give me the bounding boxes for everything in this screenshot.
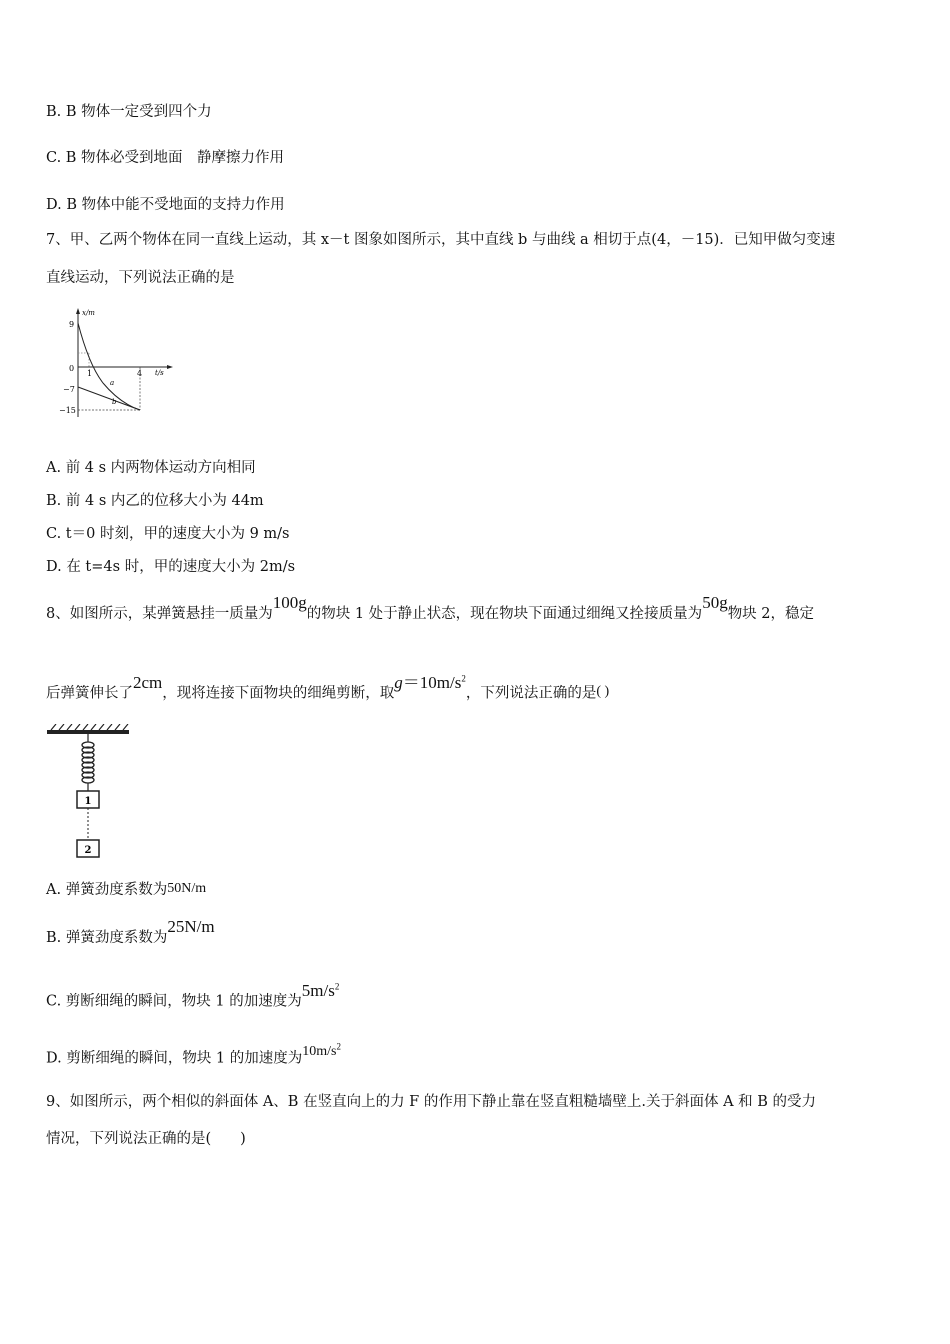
q8-g-number: ＝10m/s (402, 672, 462, 692)
q8-option-c-value: 5m/s (301, 980, 335, 1000)
q8-option-c-exponent: 2 (334, 981, 340, 991)
q8-stem-line2 (46, 672, 610, 705)
q8-option-d-value: 10m/s (302, 1043, 337, 1059)
x-tick-4: 4 (137, 369, 143, 378)
q8-answer-paren: ( ) (596, 683, 610, 699)
ceiling (47, 730, 129, 734)
y-tick-9: 9 (69, 320, 75, 329)
line-b-label: b (112, 398, 117, 406)
block-2-label: 2 (84, 845, 92, 856)
q7-stem-line2: 直线运动，下列说法正确的是 (46, 270, 235, 286)
q8-mass1: 100g (272, 593, 307, 612)
x-axis-label: t/s (155, 369, 164, 377)
q8-g-value (394, 673, 466, 692)
q9-stem-line2: 情况，下列说法正确的是( ) (46, 1131, 246, 1147)
q8-stem-line1 (46, 593, 815, 624)
q8-option-a-text: A. 弹簧劲度系数为 (46, 882, 168, 898)
q8-option-c-text: C. 剪断细绳的瞬间，物块 1 的加速度为 (46, 993, 302, 1010)
q9-stem-line1: 9、如图所示，两个相似的斜面体 A、B 在竖直向上的力 F 的作用下静止靠在竖直粗糙墙壁上.关于斜面体 A 和 B 的受力 (46, 1094, 817, 1110)
q8-extension: 2cm (133, 672, 163, 692)
q8-option-d-text: D. 剪断细绳的瞬间，物块 1 的加速度为 (46, 1050, 303, 1067)
q8-text-1b: 的物块 1 处于静止状态，现在物块下面通过细绳又拴接质量为 (306, 606, 703, 622)
x-tick-1: 1 (87, 369, 93, 378)
q6-option-c: C. B 物体必受到地面 静摩擦力作用 (46, 150, 285, 166)
q8-text-1c: 物块 2，稳定 (727, 606, 815, 622)
q8-option-c (46, 980, 340, 1012)
q8-option-a (46, 880, 206, 901)
q7-option-c: C. t＝0 时刻，甲的速度大小为 9 m/s (46, 526, 290, 542)
q8-option-b (46, 917, 215, 948)
q8-option-d (46, 1041, 342, 1070)
q8-text-2c: ，下列说法正确的是 (465, 685, 597, 702)
q8-option-b-value: 25N/m (167, 917, 215, 936)
q7-option-a: A. 前 4 s 内两物体运动方向相同 (46, 460, 256, 476)
q8-option-a-value: 50N/m (167, 881, 207, 896)
q6-option-b: B. B 物体一定受到四个力 (46, 104, 212, 120)
q8-g-symbol: g (394, 672, 403, 692)
line-b (78, 387, 140, 410)
block-1-label: 1 (84, 796, 92, 807)
q7-option-b: B. 前 4 s 内乙的位移大小为 44m (46, 493, 264, 509)
q7-stem-line1: 7、甲、乙两个物体在同一直线上运动，其 x－t 图象如图所示，其中直线 b 与曲线 a 相切于点(4，－15)．已知甲做匀变速 (46, 232, 836, 248)
q8-g-exponent: 2 (461, 673, 466, 683)
y-tick-neg7: −7 (63, 385, 75, 394)
q8-text-2b: ，现将连接下面物块的细绳剪断，取 (162, 685, 395, 702)
q8-option-d-exponent: 2 (336, 1041, 342, 1051)
y-tick-0: 0 (69, 364, 75, 373)
q8-option-b-text: B. 弹簧劲度系数为 (46, 930, 168, 946)
spring (82, 742, 94, 783)
y-tick-neg15: −15 (59, 406, 76, 415)
q7-option-d: D. 在 t=4s 时，甲的速度大小为 2m/s (46, 559, 296, 575)
q8-text-1a: 8、如图所示，某弹簧悬挂一质量为 (46, 606, 273, 622)
y-axis-label: x/m (82, 309, 95, 317)
q6-option-d: D. B 物体中能不受地面的支持力作用 (46, 197, 285, 213)
q8-mass2: 50g (702, 593, 728, 612)
q8-spring-diagram (45, 724, 135, 864)
q8-text-2a: 后弹簧伸长了 (46, 685, 133, 702)
q7-xt-graph (55, 305, 180, 420)
curve-a-label: a (110, 379, 115, 387)
